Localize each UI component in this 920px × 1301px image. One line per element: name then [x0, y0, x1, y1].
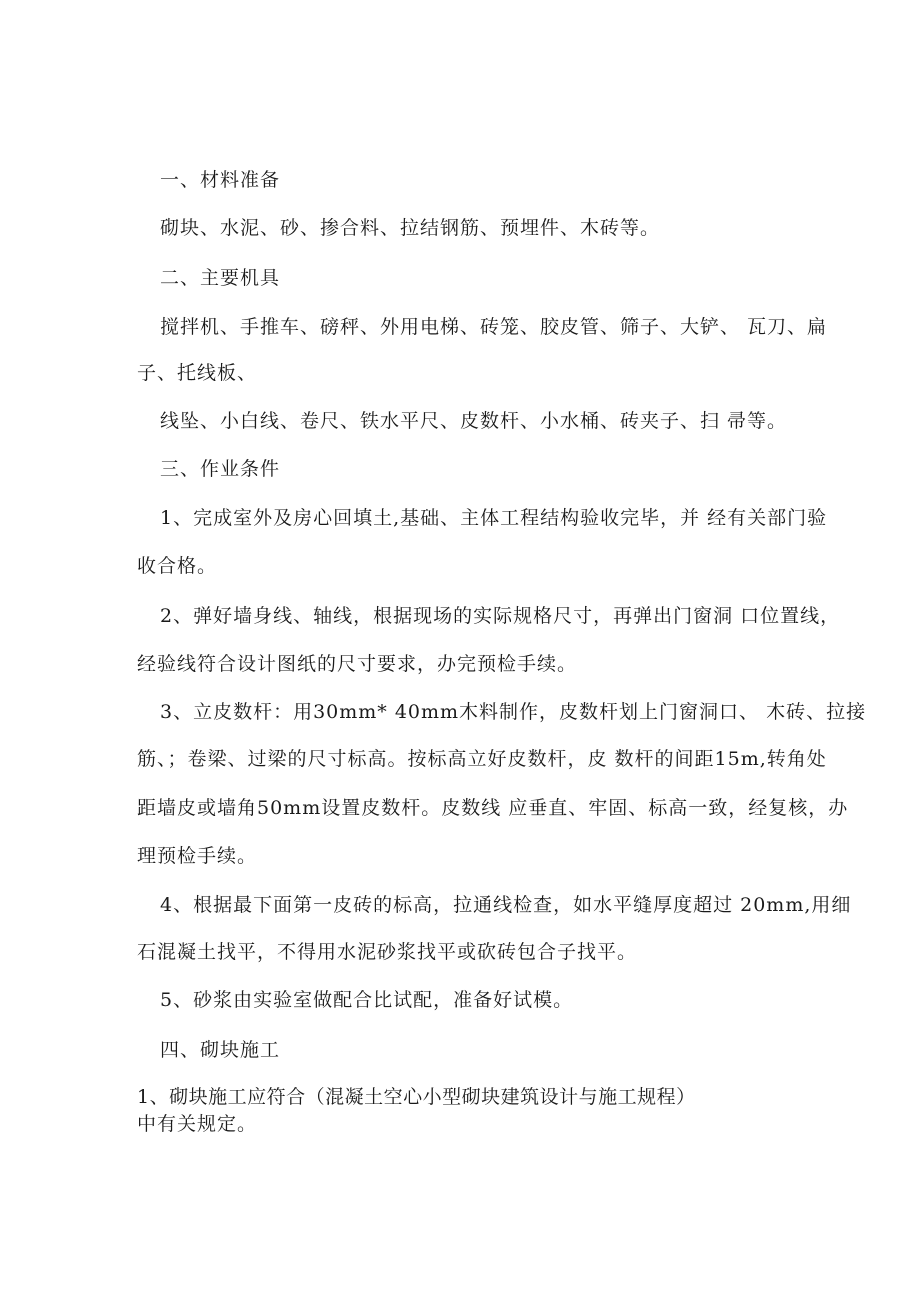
- paragraph-text: 4、根据最下面第一皮砖的标高，拉通线检查，如水平缝厚度超过 20mm,用细: [160, 894, 852, 916]
- section-heading-materials: 一、材料准备: [160, 169, 281, 191]
- paragraph-text: 5、砂浆由实验室做配合比试配，准备好试模。: [160, 989, 574, 1011]
- paragraph-text: 3、立皮数杆：用30mm* 40mm木料制作，皮数杆划上门窗洞口、 木砖、拉接: [160, 701, 867, 723]
- paragraph-text: 1、完成室外及房心回填土,基础、主体工程结构验收完毕，并 经有关部门验: [160, 507, 828, 529]
- paragraph-text: 子、托线板、: [137, 362, 258, 384]
- paragraph-text: 经验线符合设计图纸的尺寸要求，办完预检手续。: [137, 653, 578, 675]
- paragraph-text: 筋、；卷梁、过梁的尺寸标高。按标高立好皮数杆，皮 数杆的间距15m,转角处: [137, 748, 827, 770]
- paragraph-text: 中有关规定。: [137, 1113, 258, 1135]
- paragraph-text: 搅拌机、手推车、磅秤、外用电梯、砖笼、胶皮管、筛子、大铲、 瓦刀、扁: [160, 316, 828, 338]
- paragraph-text: 理预检手续。: [137, 845, 258, 867]
- section-heading-tools: 二、主要机具: [160, 267, 281, 289]
- section-heading-conditions: 三、作业条件: [160, 458, 281, 480]
- paragraph-text: 距墙皮或墙角50mm设置皮数杆。皮数线 应垂直、牢固、标高一致，经复核，办: [137, 797, 849, 819]
- paragraph-text: 石混凝土找平，不得用水泥砂浆找平或砍砖包合子找平。: [137, 941, 638, 963]
- section-heading-block-construction: 四、砌块施工: [160, 1039, 281, 1061]
- paragraph-text: 线坠、小白线、卷尺、铁水平尺、皮数杆、小水桶、砖夹子、扫 帚等。: [160, 410, 788, 432]
- paragraph-text: 收合格。: [137, 555, 218, 577]
- paragraph-text: 1、砌块施工应符合（混凝土空心小型砌块建筑设计与施工规程）: [137, 1086, 696, 1108]
- paragraph-text: 2、弹好墙身线、轴线，根据现场的实际规格尺寸，再弹出门窗洞 口位置线，: [160, 605, 841, 627]
- paragraph-text: 砌块、水泥、砂、掺合料、拉结钢筋、预埋件、木砖等。: [160, 217, 661, 239]
